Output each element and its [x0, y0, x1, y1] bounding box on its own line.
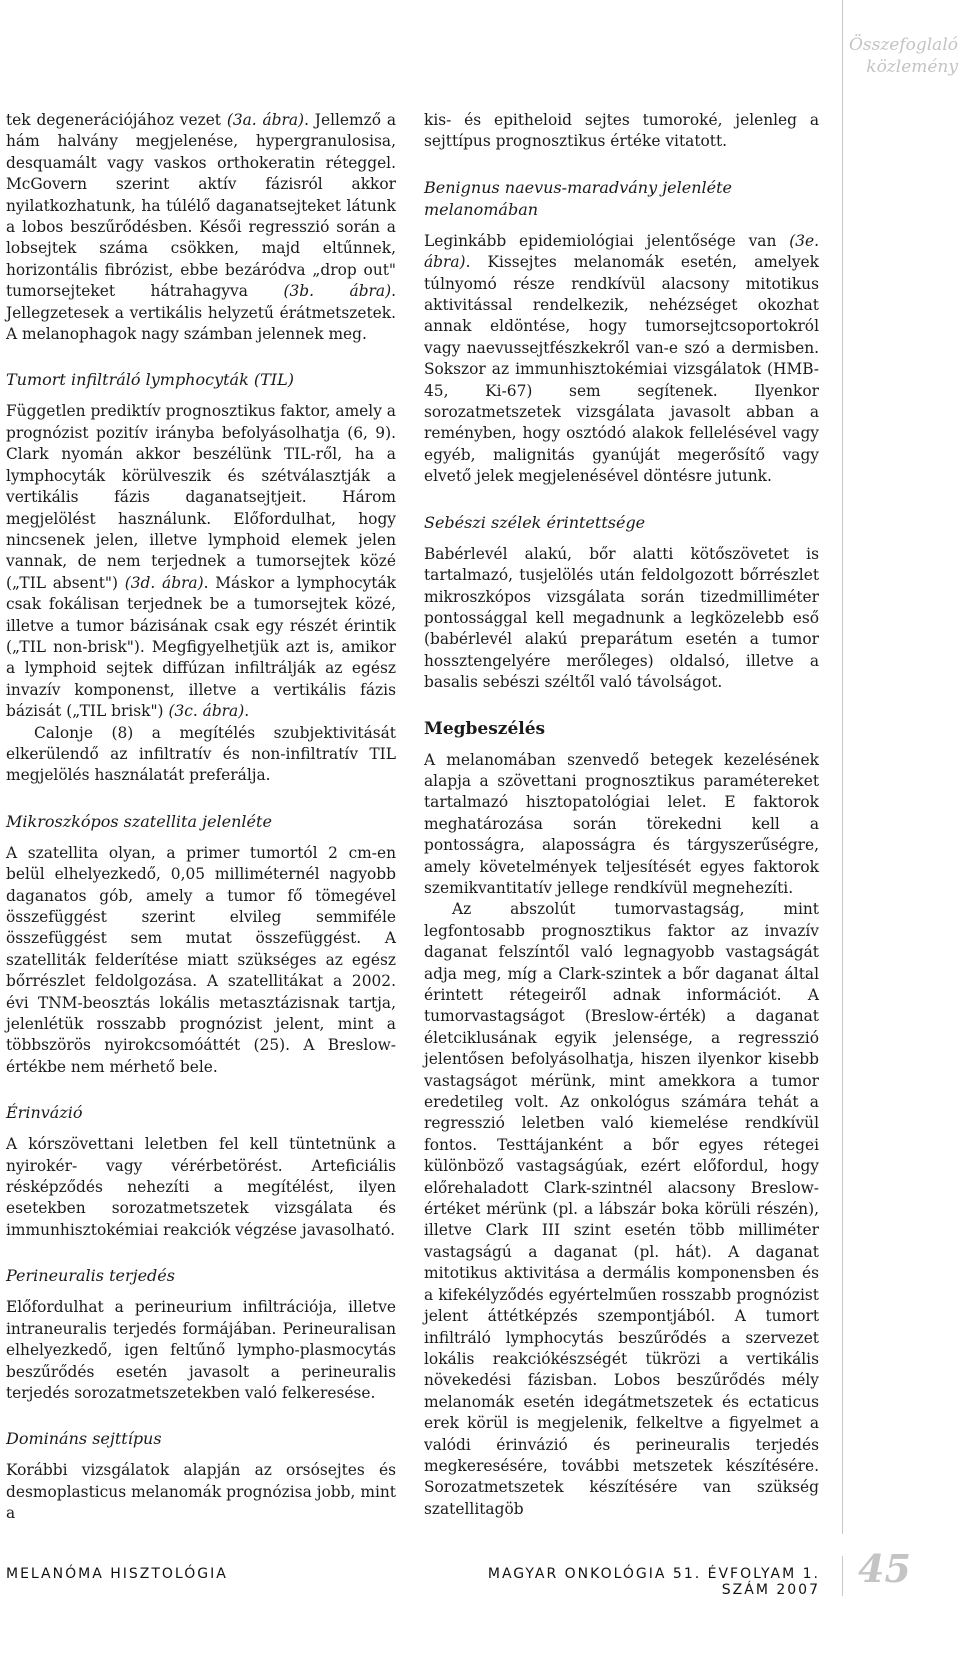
section-label-line1: Összefoglaló [848, 35, 958, 55]
figure-ref: (3e. ábra) [424, 231, 819, 272]
heading-dominant-cell: Domináns sejttípus [6, 1429, 162, 1449]
paragraph-perineural: Előfordulhat a perineurium infiltrációja, illetve intraneuralis terjedés formájában. Perineuralisan elhelyezkedő, igen feltűnő lympho-plasmocytás beszűrődés esetén javasolt a perineuralis terjedés sorozatmetszetekben való felkeresése. [6, 1298, 396, 1402]
text-span: . [244, 702, 250, 721]
heading-satellite: Mikroszkópos szatellita jelenléte [6, 811, 272, 831]
heading-naevus: Benignus naevus-maradvány jelenléte melanomában [424, 177, 733, 219]
section-label [838, 34, 958, 78]
page-number: 45 [858, 1546, 911, 1591]
paragraph-naevus [424, 231, 819, 488]
figure-ref: (3a. ábra) [226, 111, 305, 129]
paragraph-til [6, 401, 396, 722]
paragraph-cell-type-cont: kis- és epitheloid sejtes tumoroké, jelenleg a sejttípus prognosztikus értéke vitatott. [424, 111, 819, 151]
heading-discussion: Megbeszélés [424, 718, 546, 739]
paragraph-vascular-invasion: A kórszövettani leletben fel kell tüntetnünk a nyirokér- vagy vérérbetörést. Arteficiális résképződés nehezíti a megítélést, ilyen esetekben sorozatmetszetek vizsgálata és immunhisztokémiai reakciók végzése javasolható. [6, 1135, 396, 1239]
section-label-line2: közlemény [866, 57, 958, 77]
paragraph-satellite: A szatellita olyan, a primer tumortól 2 cm-en belül elhelyezkedő, 0,05 milliméternél nagyobb daganatos gób, amely a tumor fő tömegével összefüggést szerint elvileg semmiféle összefüggést sem mutat összefüggést. A szatelliták felderítése miatt szükséges az egész bőrrészlet feldolgozása. A szatellitákat a 2002. évi TNM-beosztás lokális metasztázisnak tartja, jelenlétük rosszabb prognózist jelent, mint a többszörös nyirokcsomóáttét (25). A Breslow-értékbe nem mérhető bele. [6, 843, 396, 1076]
heading-perineural: Perineuralis terjedés [6, 1266, 175, 1286]
heading-surgical-margins: Sebészi szélek érintettsége [424, 512, 646, 532]
footer-rule [842, 1556, 843, 1596]
footer-running-title: MELANÓMA HISZTOLÓGIA [6, 1566, 228, 1582]
margin-rule [842, 0, 843, 1534]
figure-ref: (3c. ábra) [168, 702, 245, 721]
text-span: tek degenerációjához vezet [6, 111, 227, 129]
heading-til: Tumort infiltráló lymphocyták (TIL) [6, 370, 294, 390]
text-span: . Jellegzetesek a vertikális helyzetű érátmetszetek. A melanophagok nagy számban jelennek meg. [6, 282, 397, 344]
paragraph-surgical-margins: Babérlevél alakú, bőr alatti kötőszövetet is tartalmazó, tusjelölés után feldolgozott bőrrészlet mikroszkópos vizsgálata során tizedmilliméter pontossággal kell megadnunk a legközelebb eső (babérlevél alakú preparátum esetén a tumor hossztengelyére merőleges) oldalsó, illetve a basalis sebészi széltől való távolságot. [424, 544, 819, 692]
figure-ref: (3d. ábra) [124, 573, 204, 592]
left-column [6, 110, 396, 1525]
paragraph-discussion-2: Az abszolút tumorvastagság, mint legfontosabb prognosztikus faktor az invazív daganat felszíntől való legnagyobb vastagságát adja meg, míg a Clark-szintek a bőr daganat által érintett rétegeiről adnak információt. A tumorvastagságot (Breslow-érték) a daganat életciklusának egyik jelensége, a regresszió jelentősen befolyásolhatja, hiszen ilyenkor kisebb vastagságot mérünk, mint amekkora a tumor eredetileg volt. Az onkológus számára tehát a regresszió leletben való kiemelése rendkívül fontos. Testtájanként a bőr egyes rétegei különböző vastagságúak, ezért előfordul, hogy előrehaladott Clark-szintnél alacsony Breslow-értéket mérünk (pl. a lábszár boka körüli részén), illetve Clark III szint esetén több milliméter vastagságú a daganat (pl. hát). A daganat mitotikus aktivitása a dermális komponensben és a kifekélyződés egyértelműen rosszabb prognózist jelent áttétképzés szempontjából. A tumort infiltráló lymphocytás beszűrődés a szervezet lokális reakciókészségét tükrözi a vertikális növekedési fázisban. Lobos beszűrődés mély melanomák esetén idegátmetszetek és ectaticus erek körül is megjelenik, felkeltve a figyelmet a valódi érinvázió és perineuralis terjedés megkeresésére, további metszetek készítésére. Sorozatmetszetek készítésére van szükség szatellitagöb [424, 900, 819, 1518]
footer-journal: MAGYAR ONKOLÓGIA 51. ÉVFOLYAM 1. SZÁM 2007 [487, 1566, 820, 1598]
right-column [424, 110, 819, 1520]
text-span: Leginkább epidemiológiai jelentősége van [424, 231, 790, 250]
paragraph-dominant-cell: Korábbi vizsgálatok alapján az orsósejtes és desmoplasticus melanomák prognózisa jobb, mint a [6, 1461, 396, 1523]
text-span: . Máskor a lymphocyták csak fokálisan terjednek be a tumorsejtek közé, illetve a tumor bázisának csak egy részét érintik („TIL non-brisk"). Megfigyelhetjük azt is, amikor a lymphoid sejtek diffúzan infiltrálják az egész invazív komponenst, illetve a vertikális fázis bázisát („TIL brisk") [6, 573, 396, 721]
text-span: . Kissejtes melanomák esetén, amelyek túlnyomó része rendkívül alacsony mitotikus aktivitással rendelkezik, nehézséget okozhat annak eldöntése, hogy tumorsejtcsoportokról vagy naevussejtfészkekről van-e szó a dermisben. Sokszor az immunhisztokémiai vizsgálatok (HMB-45, Ki-67) sem segítenek. Ilyenkor sorozatmetszetek vizsgálata javasolt abban a reményben, hogy osztódó alakok fellelésével vagy egyéb, malignitás gyanúját megerősítő vagy elvető jelek megjelenésével döntésre jutunk. [424, 253, 819, 486]
paragraph-regression [6, 110, 396, 345]
figure-ref: (3b. ábra) [283, 282, 392, 301]
heading-vascular-invasion: Érinvázió [6, 1103, 83, 1123]
paragraph-discussion-1: A melanomában szenvedő betegek kezelésének alapja a szövettani prognosztikus paramétereket tartalmazó hisztopatológiai lelet. E faktorok meghatározása során törekedni kell a pontosságra, alaposságra és tárgyszerűségre, amely követelmények teljesítését egyes faktorok szemikvantitatív jellege rendkívül megnehezíti. [424, 750, 819, 897]
paragraph-calonje: Calonje (8) a megítélés szubjektivitását elkerülendő az infiltratív és non-infiltratív TIL megjelölés használatát preferálja. [6, 723, 396, 785]
text-span: . Jellemző a hám halvány megjelenése, hypergranulosisa, desquamált vagy vaskos orthokeratin réteggel. McGovern szerint aktív fázisról akkor nyilatkozhatunk, ha túlélő daganatsejteket látunk a lobos beszűrődésben. Késői regresszió során a lobsejtek száma csökken, majd eltűnnek, horizontális fibrózist, ebbe bezáródva „drop out" tumorsejteket hátrahagyva [6, 111, 396, 301]
text-span: Független prediktív prognosztikus faktor, amely a prognózist pozitív irányba befolyásolhatja (6, 9). Clark nyomán akkor beszélünk TIL-ről, ha a lymphocyták körülveszik és szétválasztják a vertikális fázis daganatsejtjeit. Három megjelölést használunk. Előfordulhat, hogy nincsenek jelen, illetve lymphoid elemek jelen vannak, de nem terjednek a tumorsejtek közé („TIL absent") [6, 402, 396, 592]
